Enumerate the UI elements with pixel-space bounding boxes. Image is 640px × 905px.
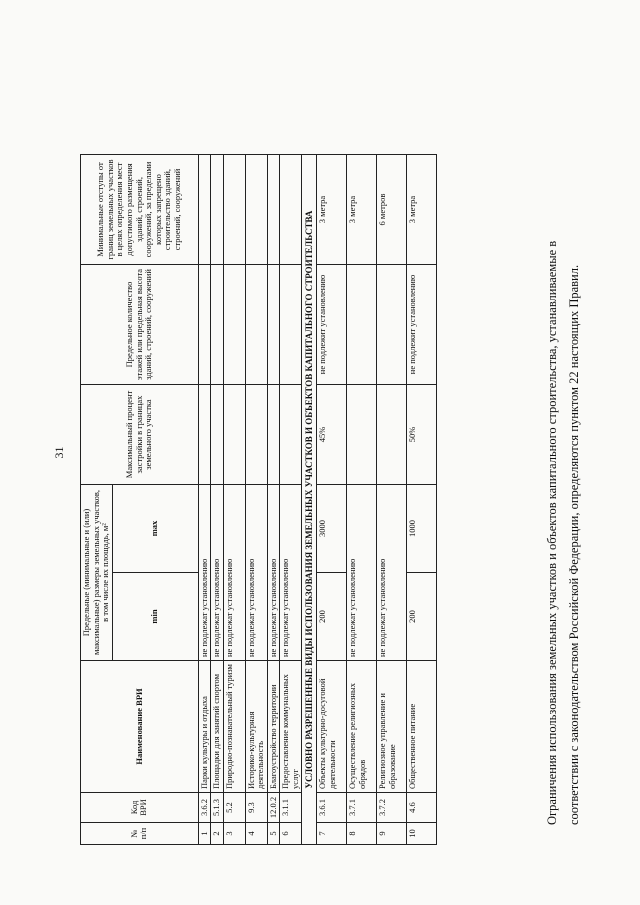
- cell-floors: [245, 265, 267, 385]
- cell-floors: не подлежит установлению: [407, 265, 437, 385]
- cell-percent: 50%: [407, 385, 437, 485]
- cell-percent: [267, 385, 280, 485]
- section-title: УСЛОВНО РАЗРЕШЕННЫЕ ВИДЫ ИСПОЛЬЗОВАНИЯ ЗЕМЕЛЬНЫХ УЧАСТКОВ И ОБЪЕКТОВ КАПИТАЛЬНОГО СТРОИТЕЛЬСТВА: [302, 155, 317, 845]
- cell-code: 3.1.1: [280, 793, 302, 823]
- cell-floors: [223, 265, 245, 385]
- cell-floors: [198, 265, 211, 385]
- cell-percent: 45%: [317, 385, 347, 485]
- cell-min: 200: [407, 573, 437, 661]
- cell-num: 6: [280, 823, 302, 845]
- cell-code: 3.7.1: [347, 793, 377, 823]
- header-min: min: [112, 573, 198, 661]
- cell-code: 5.1.3: [211, 793, 224, 823]
- cell-percent: [377, 385, 407, 485]
- cell-offset: [198, 155, 211, 265]
- cell-offset: 6 метров: [377, 155, 407, 265]
- cell-name: Площадки для занятий спортом: [211, 661, 224, 793]
- cell-name: Объекты культурно-досуговой деятельности: [317, 661, 347, 793]
- cell-name: Религиозное управление и образование: [377, 661, 407, 793]
- cell-name: Общественное питание: [407, 661, 437, 793]
- cell-size: не подлежат установлению: [198, 485, 211, 661]
- cell-code: 5.2: [223, 793, 245, 823]
- header-offsets: Минимальные отступы от границ земельных участков в целях определения мест допустимого размещения зданий, строений, сооружений, за пределами которых запрещено строительство зданий, строений, сооружений: [81, 155, 199, 265]
- cell-percent: [198, 385, 211, 485]
- cell-percent: [347, 385, 377, 485]
- cell-num: 8: [347, 823, 377, 845]
- table-row: [280, 155, 302, 845]
- header-size: Предельные (минимальные и (или) максимальные) размеры земельных участков, в том числе их площадь, м²: [81, 485, 113, 661]
- cell-percent: [223, 385, 245, 485]
- table-row: [223, 155, 245, 845]
- cell-min: 200: [317, 573, 347, 661]
- cell-floors: [267, 265, 280, 385]
- header-code: Код ВРИ: [81, 793, 199, 823]
- cell-code: 12.0.2: [267, 793, 280, 823]
- cell-size: не подлежат установлению: [245, 485, 267, 661]
- table-row: [317, 155, 347, 845]
- cell-size: не подлежат установлению: [267, 485, 280, 661]
- header-max: max: [112, 485, 198, 573]
- cell-offset: [280, 155, 302, 265]
- cell-floors: [347, 265, 377, 385]
- cell-size: не подлежат установлению: [280, 485, 302, 661]
- cell-offset: 3 метра: [407, 155, 437, 265]
- header-num: № п/п: [81, 823, 199, 845]
- table-row: [245, 155, 267, 845]
- page-number: 31: [52, 446, 66, 459]
- cell-floors: [377, 265, 407, 385]
- cell-code: 3.6.2: [198, 793, 211, 823]
- note-line-2: соответствии с законодательством Российской Федерации, определяются пунктом 22 настоящих Правил.: [566, 264, 581, 825]
- cell-name: Благоустройство территории: [267, 661, 280, 793]
- cell-size: не подлежат установлению: [377, 485, 407, 661]
- table-row: [198, 155, 211, 845]
- cell-code: 4.6: [407, 793, 437, 823]
- cell-offset: 3 метра: [347, 155, 377, 265]
- header-floors: Предельное количество этажей или предельная высота зданий, строений, сооружений: [81, 265, 199, 385]
- table-row: [211, 155, 224, 845]
- cell-num: 2: [211, 823, 224, 845]
- cell-floors: [211, 265, 224, 385]
- cell-size: не подлежат установлению: [347, 485, 377, 661]
- cell-name: Парки культуры и отдыха: [198, 661, 211, 793]
- cell-num: 1: [198, 823, 211, 845]
- cell-code: 9.3: [245, 793, 267, 823]
- header-name: Наименование ВРИ: [81, 661, 199, 793]
- cell-size: не подлежат установлению: [211, 485, 224, 661]
- cell-percent: [211, 385, 224, 485]
- cell-num: 10: [407, 823, 437, 845]
- header-percent: Максимальный процент застройки в границах земельного участка: [81, 385, 199, 485]
- table-row: [347, 155, 377, 845]
- cell-code: 3.6.1: [317, 793, 347, 823]
- cell-size: не подлежат установлению: [223, 485, 245, 661]
- cell-code: 3.7.2: [377, 793, 407, 823]
- table-row: [377, 155, 407, 845]
- cell-name: Осуществление религиозных обрядов: [347, 661, 377, 793]
- restrictions-note: [542, 80, 586, 825]
- note-line-1: Ограничения использования земельных участков и объектов капитального строительства, устанавливаемые в: [545, 240, 559, 825]
- section-row: [302, 155, 317, 845]
- cell-num: 4: [245, 823, 267, 845]
- table-header: [81, 155, 199, 845]
- cell-percent: [245, 385, 267, 485]
- cell-floors: не подлежит установлению: [317, 265, 347, 385]
- cell-floors: [280, 265, 302, 385]
- zoning-table: [80, 154, 437, 845]
- cell-max: 1000: [407, 485, 437, 573]
- cell-offset: [267, 155, 280, 265]
- cell-name: Природно-познавательный туризм: [223, 661, 245, 793]
- cell-offset: 3 метра: [317, 155, 347, 265]
- cell-offset: [211, 155, 224, 265]
- cell-num: 5: [267, 823, 280, 845]
- table-row: [267, 155, 280, 845]
- table-container: [80, 154, 437, 845]
- cell-name: Предоставление коммунальных услуг: [280, 661, 302, 793]
- cell-max: 3000: [317, 485, 347, 573]
- cell-num: 3: [223, 823, 245, 845]
- cell-percent: [280, 385, 302, 485]
- cell-num: 9: [377, 823, 407, 845]
- table-row: [407, 155, 437, 845]
- cell-offset: [223, 155, 245, 265]
- cell-name: Историко-культурная деятельность: [245, 661, 267, 793]
- cell-num: 7: [317, 823, 347, 845]
- cell-offset: [245, 155, 267, 265]
